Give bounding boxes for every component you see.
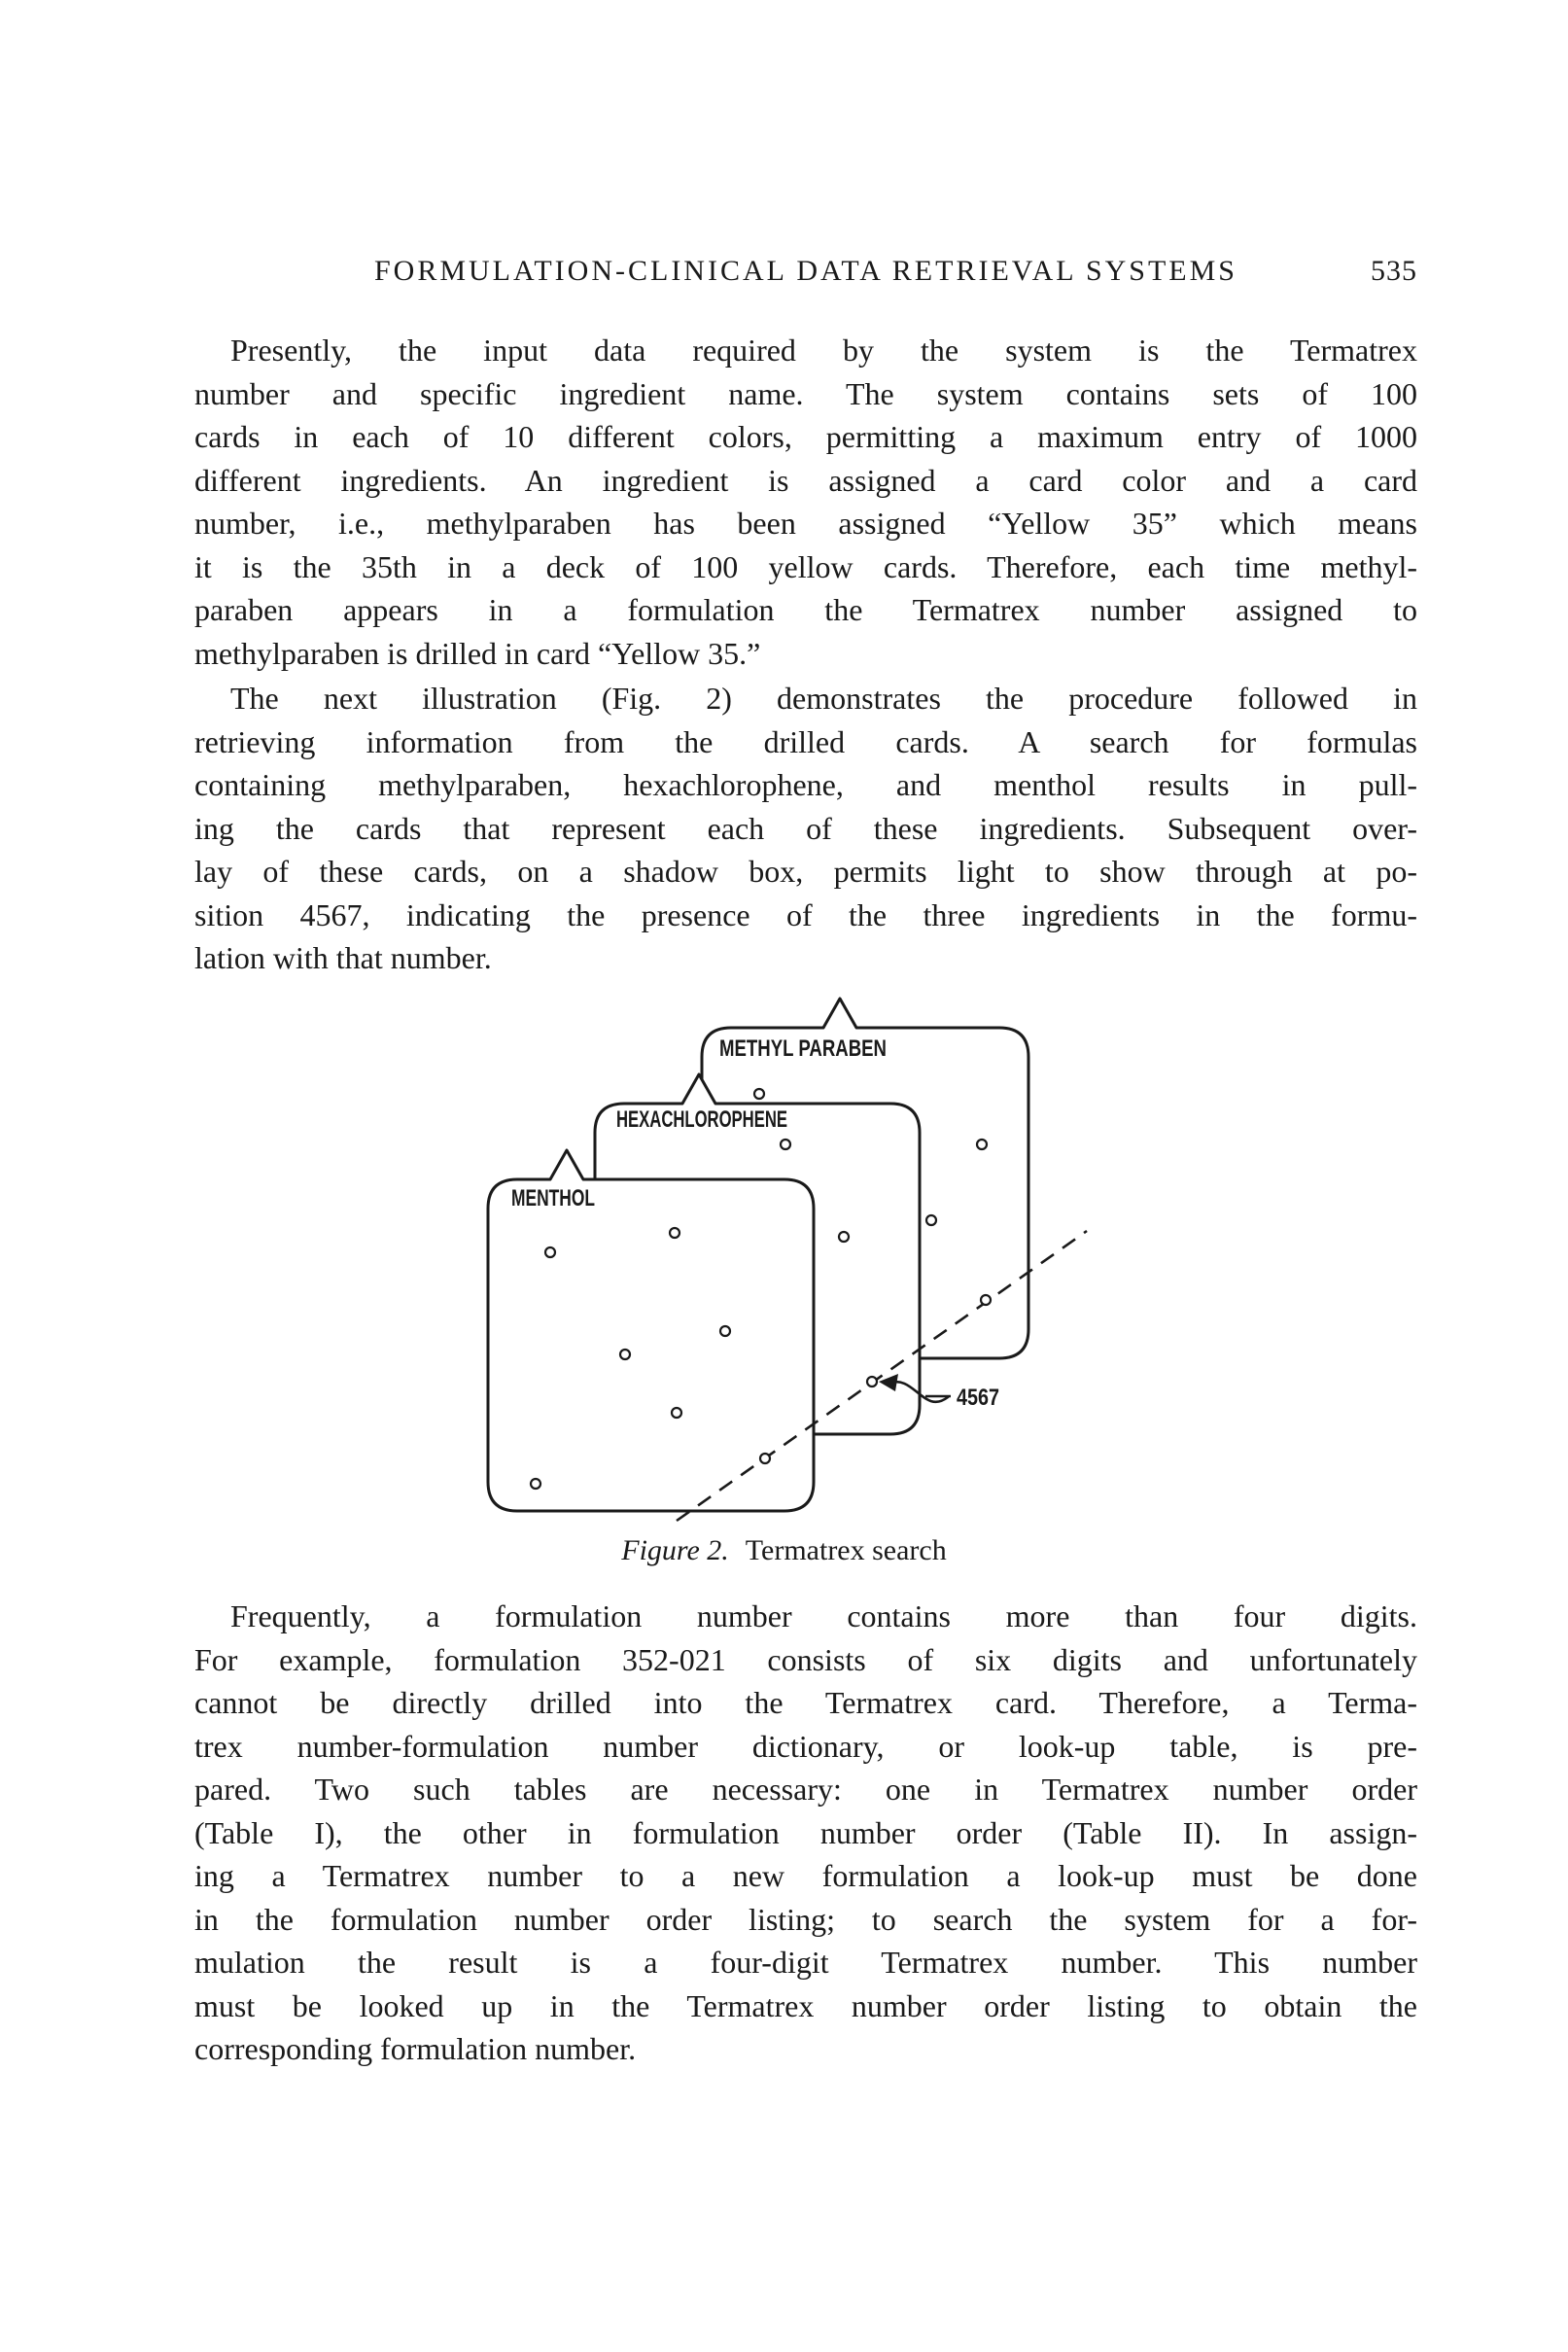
body-line: cards in each of 10 different colors, permitting a maximum entry of 1000 (194, 419, 1417, 454)
card-label-methyl-paraben: METHYL PARABEN (719, 1036, 887, 1062)
drilled-hole (672, 1408, 681, 1418)
drilled-hole (926, 1215, 936, 1225)
paragraph-3 (194, 1595, 1417, 2071)
drilled-hole (781, 1140, 790, 1149)
body-line: sition 4567, indicating the presence of the three ingredients in the formu- (194, 896, 1417, 932)
drilled-hole (839, 1232, 849, 1242)
drilled-hole (620, 1350, 630, 1359)
drilled-hole (867, 1377, 877, 1387)
page-number: 535 (1353, 255, 1417, 288)
body-line: ing a Termatrex number to a new formulation a look-up must be done (194, 1858, 1417, 1893)
body-line: paraben appears in a formulation the Termatrex number assigned to (194, 592, 1417, 627)
body-line: cannot be directly drilled into the Termatrex card. Therefore, a Terma- (194, 1685, 1417, 1720)
drilled-hole (531, 1479, 540, 1489)
drilled-hole (981, 1295, 991, 1305)
card-label-menthol: MENTHOL (511, 1185, 595, 1211)
body-line: (Table I), the other in formulation number order (Table II). In assign- (194, 1814, 1417, 1850)
paragraph-2 (194, 677, 1417, 980)
body-line: trex number-formulation number dictionary, or look-up table, is pre- (194, 1728, 1417, 1764)
body-line: ing the cards that represent each of these ingredients. Subsequent over- (194, 810, 1417, 846)
page-header (194, 255, 1417, 296)
body-line: lay of these cards, on a shadow box, permits light to show through at po- (194, 854, 1417, 889)
drilled-hole (754, 1089, 764, 1099)
body-line: pared. Two such tables are necessary: one in Termatrex number order (194, 1772, 1417, 1807)
body-line: corresponding formulation number. (194, 2031, 637, 2066)
card-label-hexachlorophene: HEXACHLOROPHENE (616, 1106, 787, 1133)
body-line: different ingredients. An ingredient is assigned a card color and a card (194, 462, 1417, 498)
paragraph-1 (194, 329, 1417, 675)
drilled-hole (760, 1454, 770, 1463)
body-line: For example, formulation 352-021 consists of six digits and unfortunately (194, 1641, 1417, 1677)
drilled-hole (545, 1247, 555, 1257)
body-line: must be looked up in the Termatrex number order listing to obtain the (194, 1987, 1417, 2023)
figure-caption-label: Figure 2. (621, 1534, 729, 1566)
body-line: it is the 35th in a deck of 100 yellow cards. Therefore, each time methyl- (194, 548, 1417, 584)
figure-svg (418, 982, 1098, 1536)
body-line: The next illustration (Fig. 2) demonstrates the procedure followed in (230, 681, 1417, 716)
body-line: in the formulation number order listing; to search the system for a for- (194, 1901, 1417, 1937)
body-line: number and specific ingredient name. The system contains sets of 100 (194, 375, 1417, 411)
drilled-hole (977, 1140, 987, 1149)
figure-caption (0, 1534, 1568, 1567)
body-line: Presently, the input data required by the system is the Termatrex (230, 333, 1417, 368)
body-line: lation with that number. (194, 940, 492, 975)
body-line: Frequently, a formulation number contains more than four digits. (230, 1598, 1417, 1633)
drilled-hole (670, 1228, 679, 1238)
position-label-4567: 4567 (957, 1385, 999, 1411)
figure-caption-title: Termatrex search (745, 1534, 947, 1566)
body-line: number, i.e., methylparaben has been assigned “Yellow 35” which means (194, 506, 1417, 541)
body-line: retrieving information from the drilled cards. A search for formulas (194, 723, 1417, 759)
body-line: containing methylparaben, hexachlorophene, and menthol results in pull- (194, 767, 1417, 802)
drilled-hole (720, 1326, 730, 1336)
running-head: FORMULATION-CLINICAL DATA RETRIEVAL SYSTEMS (373, 255, 1237, 287)
body-line: methylparaben is drilled in card “Yellow 35.” (194, 635, 761, 671)
body-line: mulation the result is a four-digit Termatrex number. This number (194, 1945, 1417, 1980)
